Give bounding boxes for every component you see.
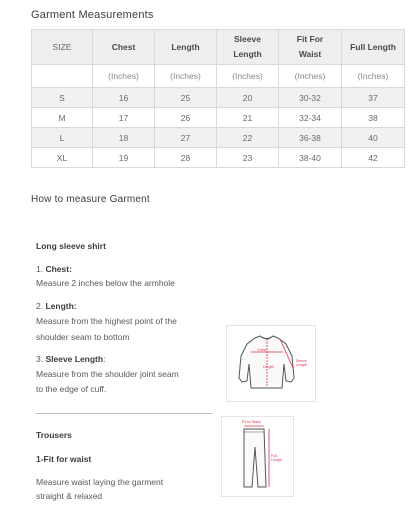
table-cell: XL — [32, 148, 93, 168]
length-instruction-line-2: shoulder seam to bottom — [36, 332, 130, 342]
table-cell: 42 — [342, 148, 405, 168]
header-full-length: Full Length — [342, 30, 405, 65]
table-row — [32, 108, 405, 128]
table-cell: 19 — [93, 148, 155, 168]
table-cell: 25 — [155, 88, 217, 108]
chest-step: 1. Chest: — [36, 264, 72, 274]
section-divider — [36, 413, 212, 414]
trouser-measurement-figure — [221, 416, 294, 497]
length-step: 2. Length: — [36, 301, 77, 311]
table-cell: 22 — [217, 128, 279, 148]
table-cell: L — [32, 128, 93, 148]
table-cell: 26 — [155, 108, 217, 128]
table-cell: 40 — [342, 128, 405, 148]
table-cell: 18 — [93, 128, 155, 148]
table-cell: 28 — [155, 148, 217, 168]
table-cell: (Inches) — [93, 65, 155, 88]
table-cell: 32-34 — [279, 108, 342, 128]
size-chart-table — [31, 29, 405, 168]
table-cell: S — [32, 88, 93, 108]
table-cell: 21 — [217, 108, 279, 128]
header-fit-for-waist: Fit For Waist — [279, 30, 342, 65]
table-cell — [32, 65, 93, 88]
trouser-label-waist: Fit for Waist — [242, 420, 261, 424]
waist-instruction-line-2: straight & relaxed — [36, 491, 103, 501]
trouser-outline — [244, 429, 266, 487]
table-cell: (Inches) — [279, 65, 342, 88]
chest-instruction: Measure 2 inches below the armhole — [36, 278, 175, 288]
units-row — [32, 65, 405, 88]
table-header-row — [32, 30, 405, 65]
waist-step: 1-Fit for waist — [36, 454, 92, 464]
header-size: SIZE — [32, 30, 93, 65]
table-cell: 23 — [217, 148, 279, 168]
table-cell: 38 — [342, 108, 405, 128]
table-cell: 36-38 — [279, 128, 342, 148]
table-cell: (Inches) — [342, 65, 405, 88]
length-instruction-line-1: Measure from the highest point of the — [36, 316, 177, 326]
table-cell: 38-40 — [279, 148, 342, 168]
sleeve-step: 3. Sleeve Length: — [36, 354, 106, 364]
shirt-label-sleeve-length: Length — [296, 363, 307, 367]
shirt-heading: Long sleeve shirt — [36, 241, 106, 251]
waist-instruction-line-1: Measure waist laying the garment — [36, 477, 164, 487]
table-cell: 20 — [217, 88, 279, 108]
table-cell: 30-32 — [279, 88, 342, 108]
table-row — [32, 88, 405, 108]
table-cell: (Inches) — [155, 65, 217, 88]
how-to-measure-title: How to measure Garment — [31, 194, 150, 205]
table-cell: 16 — [93, 88, 155, 108]
shirt-label-chest: Chest — [257, 348, 267, 352]
trouser-label-full: Full — [271, 454, 277, 458]
shirt-outline — [239, 336, 294, 388]
header-sleeve-length: Sleeve Length — [217, 30, 279, 65]
shirt-label-sleeve: Sleeve — [296, 359, 307, 363]
shirt-measurement-figure — [226, 325, 316, 402]
trouser-label-length: Length — [271, 458, 282, 462]
sleeve-instruction-line-2: to the edge of cuff. — [36, 384, 107, 394]
header-length: Length — [155, 30, 217, 65]
page-title: Garment Measurements — [31, 9, 154, 21]
sleeve-instruction-line-1: Measure from the shoulder joint seam — [36, 369, 179, 379]
table-cell: 37 — [342, 88, 405, 108]
table-cell: M — [32, 108, 93, 128]
table-row — [32, 148, 405, 168]
trousers-heading: Trousers — [36, 430, 72, 440]
shirt-label-length: Length — [263, 365, 274, 369]
table-cell: 27 — [155, 128, 217, 148]
header-chest: Chest — [93, 30, 155, 65]
table-row — [32, 128, 405, 148]
table-cell: 17 — [93, 108, 155, 128]
table-cell: (Inches) — [217, 65, 279, 88]
